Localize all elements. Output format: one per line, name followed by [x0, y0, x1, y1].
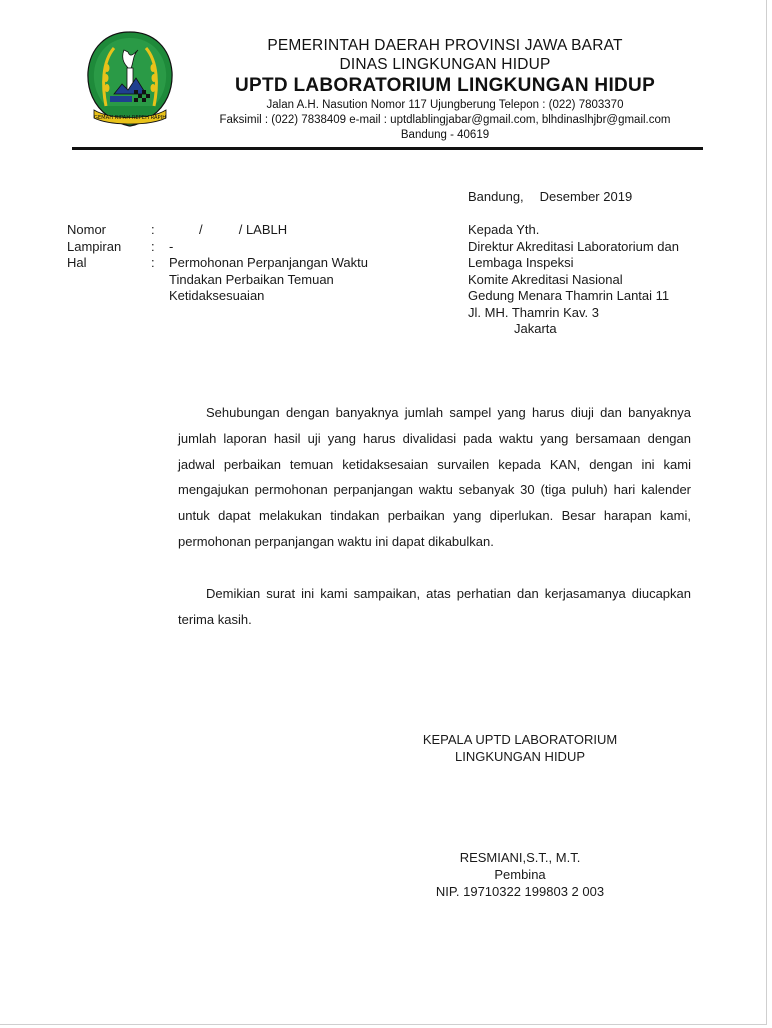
recipient-line: Jl. MH. Thamrin Kav. 3: [468, 304, 599, 320]
recipient-city: Jakarta: [514, 321, 557, 336]
date-month-year: Desember 2019: [539, 189, 633, 204]
meta-separator: :: [151, 238, 155, 254]
meta-label: Lampiran: [67, 238, 122, 254]
meta-value-nomor: / / LABLH: [199, 222, 288, 237]
signature-identity: [400, 849, 640, 900]
letter-body: [178, 400, 691, 632]
meta-row-nomor: [67, 222, 419, 239]
recipient-line: Direktur Akreditasi Laboratorium dan: [468, 238, 679, 254]
meta-row-hal: [67, 255, 419, 272]
meta-row-lampiran: [67, 239, 419, 256]
letterhead-address: Jalan A.H. Nasution Nomor 117 Ujungberung Telepon : (022) 7803370: [266, 99, 624, 111]
meta-separator: :: [151, 222, 155, 237]
meta-value-hal-line3: Ketidaksesuaian: [169, 288, 265, 303]
body-paragraph-2: Demikian surat ini kami sampaikan, atas perhatian dan kerjasamanya diucapkan terima kasih.: [178, 585, 691, 627]
signatory-nip: NIP. 19710322 199803 2 003: [435, 884, 605, 899]
meta-value-hal: Permohonan Perpanjangan Waktu: [169, 255, 368, 270]
letterhead-unit: UPTD LABORATORIUM LINGKUNGAN HIDUP: [234, 75, 656, 96]
letter-date: [468, 189, 632, 204]
meta-separator: :: [151, 255, 155, 270]
signature-title-line2: LINGKUNGAN HIDUP: [454, 749, 586, 764]
signatory-rank: Pembina: [494, 867, 546, 882]
body-paragraph-1: Sehubungan dengan banyaknya jumlah sampel yang harus diuji dan banyaknya jumlah laporan hasil uji yang harus divalidasi pada waktu yang bersamaan dengan jadwal perbaikan temuan ketidaksesaian survailen kepada KAN, dengan ini kami mengajukan permohonan perpanjangan waktu sebanyak 30 (tiga puluh) hari kalender untuk dapat melakukan tindakan perbaikan yang diperlukan. Besar harapan kami, permohonan perpanjangan waktu ini dapat dikabulkan.: [178, 405, 691, 549]
letterhead-government: PEMERINTAH DAERAH PROVINSI JAWA BARAT: [267, 37, 623, 54]
letterhead-divider: [72, 147, 703, 150]
recipient-greeting: Kepada Yth.: [468, 222, 540, 237]
letterhead-city-postcode: Bandung - 40619: [400, 129, 490, 141]
meta-value-lampiran: -: [169, 238, 174, 254]
meta-row-hal-cont: [67, 272, 419, 289]
recipient-address: [468, 222, 679, 338]
jawa-barat-emblem-logo: [80, 28, 180, 128]
meta-row-hal-cont: [67, 288, 419, 305]
meta-label: Hal: [67, 255, 87, 270]
letterhead: [190, 36, 700, 143]
letter-meta: [67, 222, 419, 305]
signature-title: [400, 731, 640, 765]
recipient-line: Gedung Menara Thamrin Lantai 11: [468, 288, 670, 303]
recipient-line: Lembaga Inspeksi: [468, 255, 574, 270]
meta-value-hal-line2: Tindakan Perbaikan Temuan: [169, 271, 334, 287]
signature-title-line1: KEPALA UPTD LABORATORIUM: [422, 732, 618, 747]
date-city: Bandung,: [468, 189, 524, 204]
signatory-name: RESMIANI,S.T., M.T.: [459, 850, 581, 865]
meta-label: Nomor: [67, 222, 107, 237]
letterhead-contact: Faksimil : (022) 7838409 e-mail : uptdlablingjabar@gmail.com, blhdinaslhjbr@gmail.com: [219, 114, 671, 126]
letterhead-agency: DINAS LINGKUNGAN HIDUP: [339, 56, 551, 73]
recipient-line: Komite Akreditasi Nasional: [468, 271, 623, 287]
logo-motto: GEMAH RIPAH REPEH RAPIH: [93, 115, 167, 121]
